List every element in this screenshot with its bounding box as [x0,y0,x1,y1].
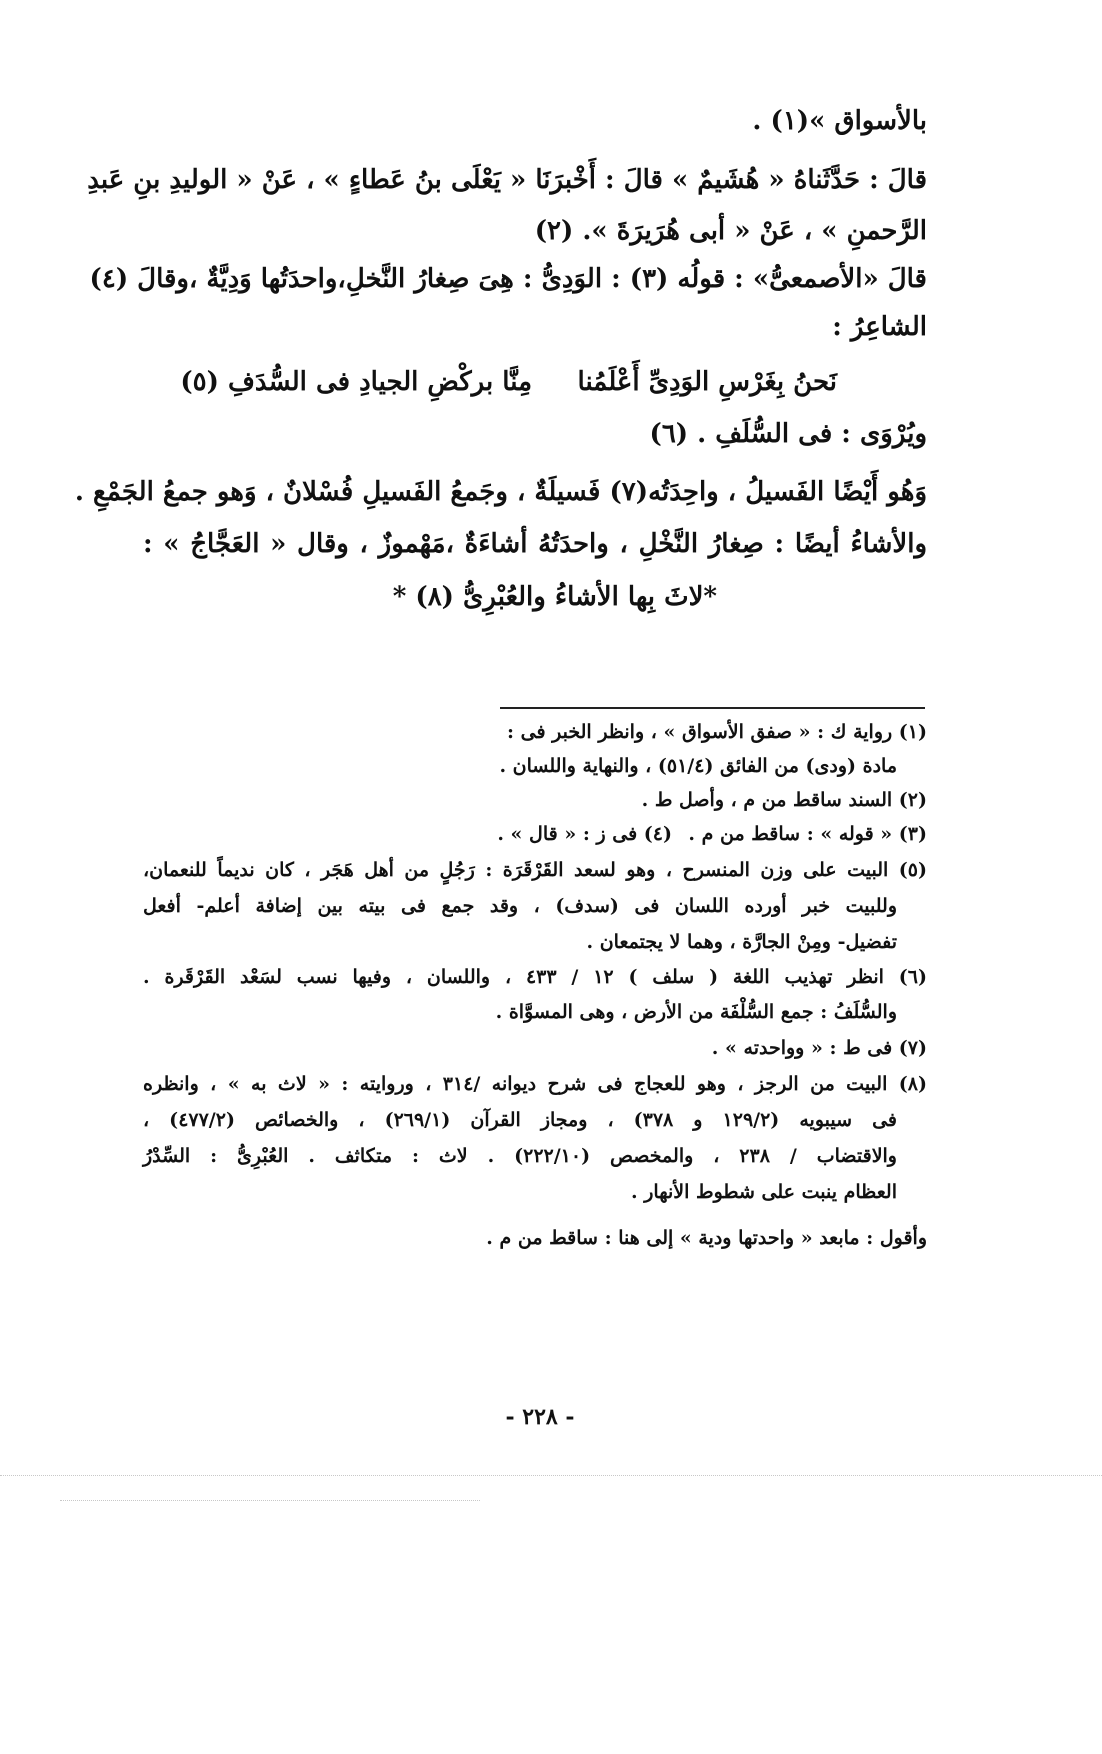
footnote-divider [500,707,925,709]
verse-2: *لاثَ بِها الأشاءُ والعُبْرِىُّ (٨) * [392,582,717,612]
main-text-line-5: الشاعِرُ : [832,312,927,342]
verse-1-second-hemistich: مِنَّا بركْضِ الجيادِ فى السُّدَفِ (٥) [180,367,532,397]
footnote-2: (٢) السند ساقط من م ، وأصل ط . [641,789,927,811]
footnote-8-line-3: والاقتضاب / ٢٣٨ ، والمخصص (٢٢٢/١٠) . لاث : متكاثف . العُبْرِىُّ : السِّدْرُ [143,1145,897,1167]
main-text-line-8: والأشاءُ أيضًا : صِغارُ النَّخْلِ ، واحدَتُهُ أشاءَةٌ ،مَهْموزٌ ، وقال « العَجَّاجُ » : [143,529,927,559]
main-text-line-7: وَهُو أَيْضًا الفَسيلُ ، واحِدَتُه(٧) فَسيلَةٌ ، وجَمعُ الفَسيلِ فُسْلانٌ ، وَهو جمعُ الجَمْعِ . [74,477,927,507]
main-text-line-3: الرَّحمنِ » ، عَنْ « أبى هُرَيرَةَ ». (٢) [534,216,927,246]
main-text-line-4: قالَ «الأصمعىُّ» : قولُه (٣) : الوَدِىُّ : هِىَ صِغارُ النَّخلِ،واحدَتُها وَدِيَّةٌ ،وقالَ (٤) [89,264,927,294]
footnote-5-line-1: (٥) البيت على وزن المنسرح ، وهو لسعد القَرْقَرَة : رَجُلٍ من أهل هَجَر ، كان نديماً للنعمان، [143,859,927,881]
footnote-note: وأقول : مابعد « واحدتها ودية » إلى هنا : ساقط من م . [486,1227,927,1249]
footnote-5-line-3: تفضيل- ومِنْ الجارَّة ، وهما لا يجتمعان . [586,931,897,953]
footnote-4: (٤) فى ز : « قال » . [497,823,672,845]
verse-1-first-hemistich: نَحنُ بِغَرْسِ الوَدِىِّ أَعْلَمُنا [577,367,837,397]
footnote-1-line-1: (١) رواية ك : « صفق الأسواق » ، وانظر الخبر فى : [507,721,927,743]
main-text-line-1: بالأسواق »(١) . [752,106,927,136]
scan-artifact-line [60,1500,480,1501]
footnote-6-line-1: (٦) انظر تهذيب اللغة ( سلف ) ١٢ / ٤٣٣ ، واللسان ، وفيها نسب لسَعْد القَرْقَرة . [143,966,927,988]
main-text-line-6: ويُرْوَى : فى السُّلَفِ . (٦) [649,419,927,449]
footnote-8-line-4: العظام ينبت على شطوط الأنهار . [631,1181,897,1203]
page-number: - ٢٢٨ - [505,1404,575,1430]
scan-artifact-line [0,1475,1102,1476]
footnote-8-line-1: (٨) البيت من الرجز ، وهو للعجاج فى شرح ديوانه /٣١٤ ، وروايته : « لاث به » ، وانظره [143,1073,927,1095]
footnote-1-line-2: مادة (ودى) من الفائق (٥١/٤) ، والنهاية واللسان . [499,755,897,777]
footnote-5-line-2: وللبيت خبر أورده اللسان فى (سدف) ، وقد جمع فى بيته بين إضافة أعلم- أفعل [143,895,897,917]
main-text-line-2: قالَ : حَدَّثَناهُ « هُشَيمٌ » قالَ : أَخْبرَنَا « يَعْلَى بنُ عَطاءٍ » ، عَنْ « الوليدِ بنِ عَبدِ [87,165,927,195]
footnote-3: (٣) « قوله » : ساقط من م . [688,823,927,845]
footnote-6-line-2: والسُّلَفُ : جمع السُّلْفَة من الأرض ، وهى المسوَّاة . [495,1001,897,1023]
footnote-7: (٧) فى ط : « وواحدته » . [711,1037,927,1059]
footnote-8-line-2: فى سيبويه (١٢٩/٢ و ٣٧٨) ، ومجاز القرآن (٢٦٩/١) ، والخصائص (٤٧٧/٢) ، [143,1109,897,1131]
